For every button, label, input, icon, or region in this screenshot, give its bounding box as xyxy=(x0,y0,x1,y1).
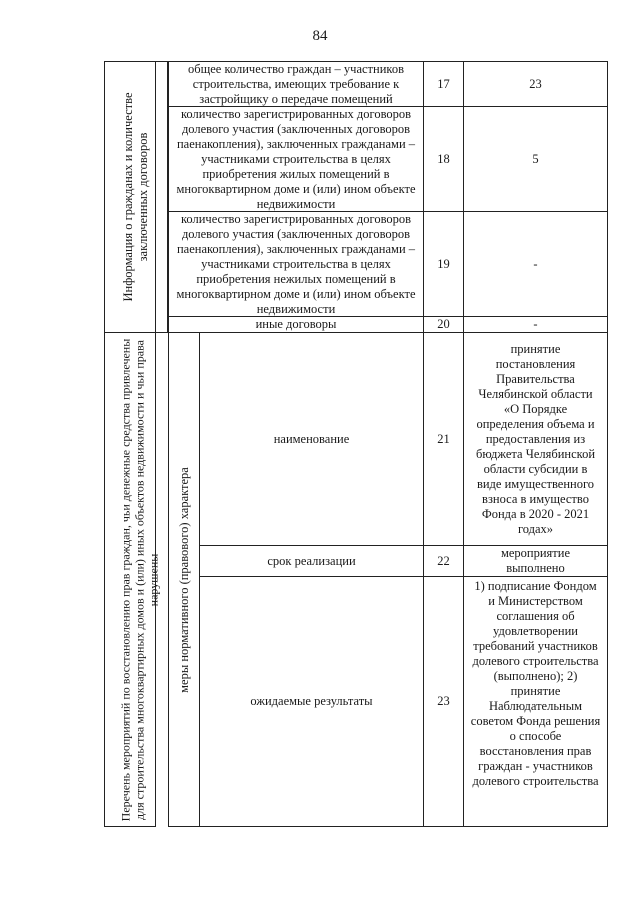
section-b-label: Перечень мероприятий по восстановлению прав граждан, чьи денежные средства привлечены для строительства многоквартирных домов и (или) иных объектов недвижимости и чьи права нарушены xyxy=(118,338,160,821)
row-23-number: 23 xyxy=(423,576,464,827)
row-18-description: количество зарегистрированных договоров долевого участия (заключенных договоров паенакопления), заключенных гражданами – участниками строительства в целях приобретения жилых помещений в многоквартирном доме и (или) ином объекте недвижимости xyxy=(168,106,424,212)
row-22-number: 22 xyxy=(423,545,464,577)
row-18-number: 18 xyxy=(423,106,464,212)
row-21-value: принятие постановления Правительства Челябинской области «О Порядке определения объема и предоставления из бюджета Челябинской области субсидии в виде имущественного взноса в имущество Фонда в 2020 - 2021 годах» xyxy=(463,332,608,546)
row-21-number: 21 xyxy=(423,332,464,546)
row-20-value: - xyxy=(463,316,608,333)
row-22-description: срок реализации xyxy=(199,545,424,577)
row-18-value: 5 xyxy=(463,106,608,212)
data-table xyxy=(104,61,608,827)
section-b-sublabel: меры нормативного (правового) характера xyxy=(176,466,191,693)
row-17-description: общее количество граждан – участников строительства, имеющих требование к застройщику о передаче помещений xyxy=(168,61,424,107)
row-23-value: 1) подписание Фондом и Министерством соглашения об удовлетворении требований участников долевого строительства (выполнено); 2) принятие Наблюдательным советом Фонда решения о способе восстановления прав граждан - участников долевого строительства xyxy=(463,576,608,827)
section-a-label: Информация о гражданах и количестве заключенных договоров xyxy=(121,92,150,302)
row-22-value: мероприятие выполнено xyxy=(463,545,608,577)
row-19-value: - xyxy=(463,211,608,317)
section-b-sublabel-cell xyxy=(168,332,200,827)
row-17-number: 17 xyxy=(423,61,464,107)
row-19-number: 19 xyxy=(423,211,464,317)
section-b-label-cell xyxy=(104,332,174,827)
row-19-description: количество зарегистрированных договоров долевого участия (заключенных договоров паенакопления), заключенных гражданами – участниками строительства в целях приобретения нежилых помещений в многоквартирном доме и (или) ином объекте недвижимости xyxy=(168,211,424,317)
section-a-label-cell xyxy=(104,61,168,333)
row-17-value: 23 xyxy=(463,61,608,107)
row-23-description: ожидаемые результаты xyxy=(199,576,424,827)
row-20-number: 20 xyxy=(423,316,464,333)
page-number: 84 xyxy=(312,28,328,44)
row-21-description: наименование xyxy=(199,332,424,546)
row-20-description: иные договоры xyxy=(168,316,424,333)
